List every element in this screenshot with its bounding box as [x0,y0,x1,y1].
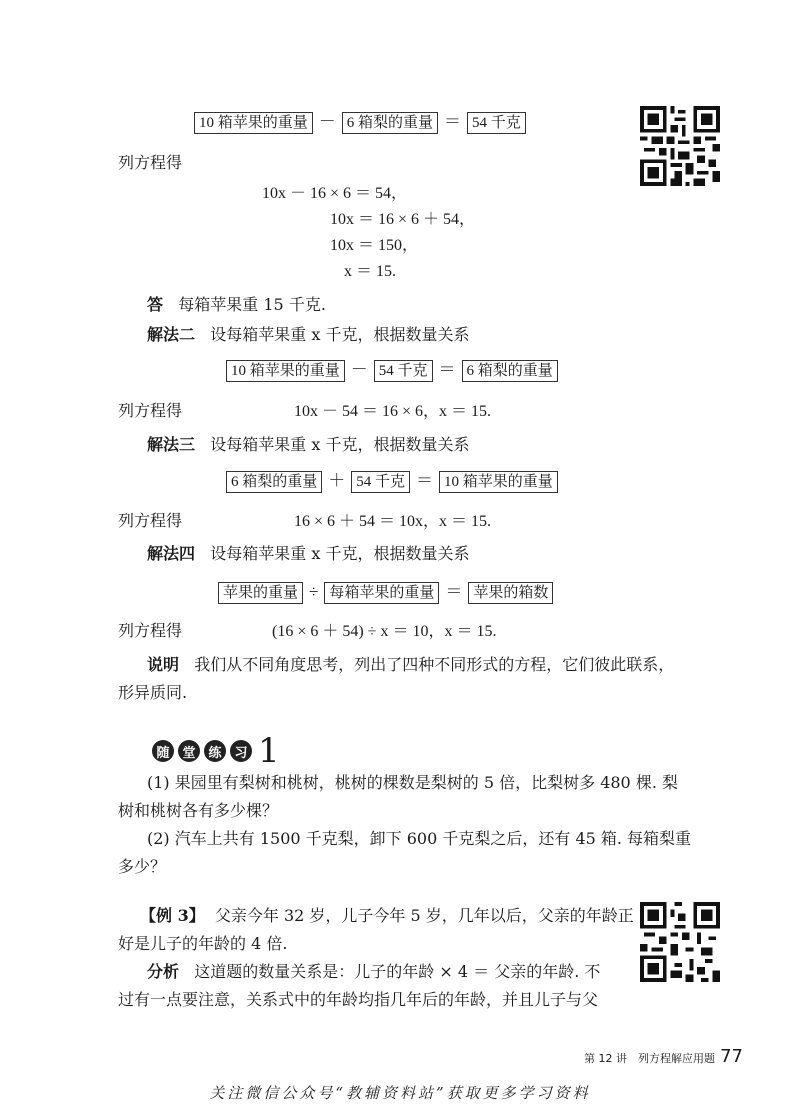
answer-line [147,292,326,315]
equation-result: 10x － 54 ＝ 16 × 6，x ＝ 15. [294,403,492,420]
practice-number: 1 [258,731,280,771]
practice-q2-line2: 多少？ [118,857,167,876]
method-text: 设每箱苹果重 x 千克，根据数量关系 [210,325,470,344]
box-term: 54 千克 [351,471,410,493]
answer-text: 每箱苹果重 15 千克. [178,295,326,314]
equation-result: 16 × 6 ＋ 54 ＝ 10x，x ＝ 15. [294,513,492,530]
box-term: 每箱苹果的重量 [324,582,439,604]
analysis-line2: 过有一点要注意，关系式中的年龄均指几年后的年龄，并且儿子与父 [118,990,599,1009]
qr-code-bottom [640,902,720,982]
box-term: 苹果的重量 [218,582,303,604]
operator: － [318,112,336,131]
operator: ＋ [328,471,346,490]
note-label: 说明 [147,655,180,674]
analysis-text: 这道题的数量关系是：儿子的年龄 × 4 ＝ 父亲的年龄. 不 [194,962,601,981]
method-label: 解法四 [147,544,196,563]
label-lfc: 列方程得 [118,511,183,530]
operator: ＝ [444,112,462,131]
box-term: 10 箱苹果的重量 [194,112,313,134]
equation-line: x ＝ 15. [344,263,397,280]
method-label: 解法二 [147,325,196,344]
practice-q1-line1: (1) 果园里有梨树和桃树，桃树的棵数是梨树的 5 倍，比梨树多 480 棵. 梨 [147,773,678,792]
operator: － [350,360,368,379]
practice-header [152,731,280,771]
method2-heading [147,322,469,345]
equation-box-row-2 [226,355,558,382]
box-term: 54 千克 [374,360,433,382]
box-term: 6 箱梨的重量 [342,112,438,134]
analysis-line1 [147,959,600,982]
page-footer [584,1046,743,1067]
equation-box-row-1 [194,107,526,134]
box-term: 6 箱梨的重量 [226,471,322,493]
equation-line: 10x ＝ 150， [330,237,419,254]
equation-result: (16 × 6 ＋ 54) ÷ x ＝ 10，x ＝ 15. [272,623,497,640]
badge-char: 堂 [178,740,200,762]
practice-q2-line1: (2) 汽车上共有 1500 千克梨，卸下 600 千克梨之后，还有 45 箱. 每箱梨重 [147,829,692,848]
method4-heading [147,541,469,564]
method-text: 设每箱苹果重 x 千克，根据数量关系 [210,544,470,563]
label-lfc: 列方程得 [118,153,183,172]
note-text: 我们从不同角度思考，列出了四种不同形式的方程，它们彼此联系， [194,655,675,674]
box-term: 10 箱苹果的重量 [439,471,558,493]
bottom-note: 关注微信公众号“教辅资料站”获取更多学习资料 [209,1084,591,1102]
operator: ÷ [309,582,319,601]
footer-chapter: 第 12 讲 列方程解应用题 [584,1052,715,1065]
label-lfc: 列方程得 [118,401,183,420]
example-text: 父亲今年 32 岁，儿子今年 5 岁，几年以后，父亲的年龄正 [214,906,634,925]
method-text: 设每箱苹果重 x 千克，根据数量关系 [210,435,470,454]
example3-line2: 好是儿子的年龄的 4 倍. [118,934,288,953]
equation-box-row-4 [218,577,553,604]
box-term: 10 箱苹果的重量 [226,360,345,382]
badge-char: 习 [230,740,252,762]
box-term: 6 箱梨的重量 [462,360,558,382]
note-line-2: 形异质同. [118,683,188,702]
label-lfc: 列方程得 [118,621,183,640]
operator: ＝ [438,360,456,379]
qr-code-top [640,106,720,186]
box-term: 54 千克 [467,112,526,134]
badge-char: 随 [152,740,174,762]
analysis-label: 分析 [147,962,180,981]
equation-box-row-3 [226,466,558,493]
method3-heading [147,432,469,455]
operator: ＝ [416,471,434,490]
equation-line: 10x － 16 × 6 ＝ 54， [262,185,408,202]
page-number: 77 [720,1046,743,1067]
example-label: 【例 3】 [140,906,205,925]
practice-q1-line2: 树和桃树各有多少棵？ [118,801,279,820]
answer-label: 答 [147,295,164,314]
note-line-1 [147,652,674,675]
badge-char: 练 [204,740,226,762]
example3-line1 [140,903,634,926]
box-term: 苹果的箱数 [468,582,553,604]
method-label: 解法三 [147,435,196,454]
operator: ＝ [445,582,463,601]
equation-line: 10x ＝ 16 × 6 ＋ 54， [330,211,476,228]
